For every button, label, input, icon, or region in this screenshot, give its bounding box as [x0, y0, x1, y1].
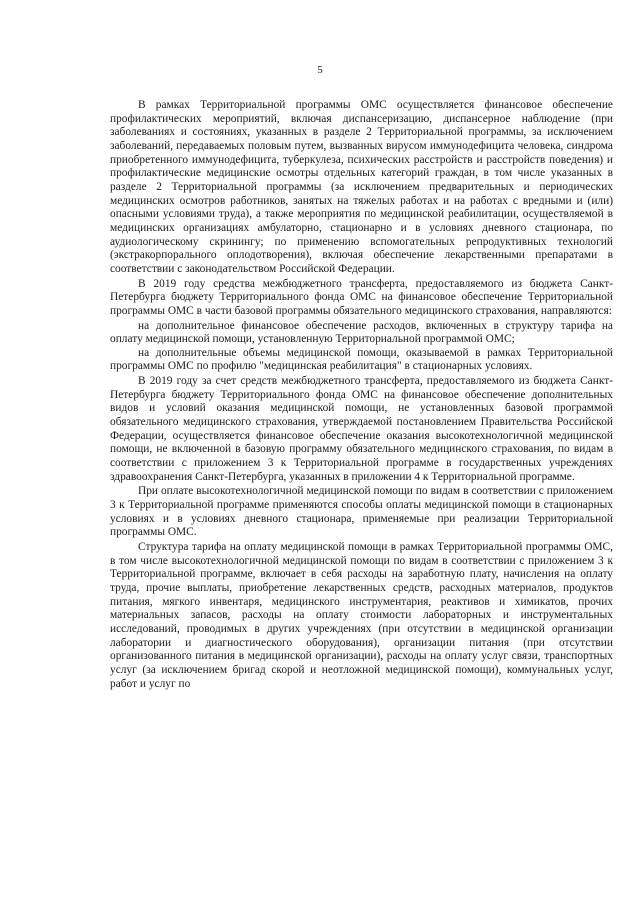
paragraph: В 2019 году за счет средств межбюджетного трансферта, предоставляемого из бюджета Санкт-Петербурга бюджету Территориального фонда ОМС на финансовое обеспечение дополнительных видов и условий оказания медицинской помощи, не установленных базовой программой обязательного медицинского страхования, утверждаемой постановлением Правительства Российской Федерации, осуществляется финансовое обеспечение оказания высокотехнологичной медицинской помощи, не включенной в базовую программу обязательного медицинского страхования, по видам в соответствии с приложением 3 к Территориальной программе в государственных учреждениях здравоохранения Санкт-Петербурга, указанных в приложении 4 к Территориальной программе. [110, 375, 613, 483]
paragraph: При оплате высокотехнологичной медицинской помощи по видам в соответствии с приложением 3 к Территориальной программе применяются способы оплаты медицинской помощи в стационарных условиях и в условиях дневного стационара, применяемые при реализации Территориальной программы ОМС. [110, 485, 613, 539]
paragraph: В рамках Территориальной программы ОМС осуществляется финансовое обеспечение профилактических мероприятий, включая диспансеризацию, диспансерное наблюдение (при заболеваниях и состояниях, указанных в разделе 2 Территориальной программы, за исключением заболеваний, передаваемых половым путем, вызванных вирусом иммунодефицита человека, синдрома приобретенного иммунодефицита, туберкулеза, психических расстройств и расстройств поведения) и профилактические медицинские осмотры отдельных категорий граждан, в том числе указанных в разделе 2 Территориальной программы (за исключением предварительных и периодических медицинских осмотров работников, занятых на тяжелых работах и на работах с вредными и (или) опасными условиями труда), а также мероприятия по медицинской реабилитации, осуществляемой в медицинских организациях амбулаторно, стационарно и в условиях дневного стационара, по аудиологическому скринингу; по применению вспомогательных репродуктивных технологий (экстракорпорального оплодотворения), включая обеспечение лекарственными препаратами в соответствии с законодательством Российской Федерации. [110, 99, 613, 275]
paragraph: Структура тарифа на оплату медицинской помощи в рамках Территориальной программы ОМС, в том числе высокотехнологичной медицинской помощи по видам в соответствии с приложением 3 к Территориальной программе, включает в себя расходы на заработную плату, начисления на оплату труда, прочие выплаты, приобретение лекарственных средств, расходных материалов, продуктов питания, мягкого инвентаря, медицинского инструментария, реактивов и химикатов, прочих материальных запасов, расходы на оплату стоимости лабораторных и инструментальных исследований, проводимых в других учреждениях (при отсутствии в медицинской организации лаборатории и диагностического оборудования), организации питания (при отсутствии организованного питания в медицинской организации), расходы на оплату услуг связи, транспортных услуг (за исключением бригад скорой и неотложной медицинской помощи), коммунальных услуг, работ и услуг по [110, 541, 613, 690]
document-body [110, 99, 613, 691]
page-number: 5 [317, 64, 323, 76]
paragraph: на дополнительные объемы медицинской помощи, оказываемой в рамках Территориальной программы ОМС по профилю "медицинская реабилитация" в стационарных условиях. [110, 346, 613, 373]
paragraph: на дополнительное финансовое обеспечение расходов, включенных в структуру тарифа на оплату медицинской помощи, установленную Территориальной программой ОМС; [110, 319, 613, 346]
paragraph: В 2019 году средства межбюджетного трансферта, предоставляемого из бюджета Санкт-Петербурга бюджету Территориального фонда ОМС на финансовое обеспечение Территориальной программы ОМС в части базовой программы обязательного медицинского страхования, направляются: [110, 277, 613, 317]
